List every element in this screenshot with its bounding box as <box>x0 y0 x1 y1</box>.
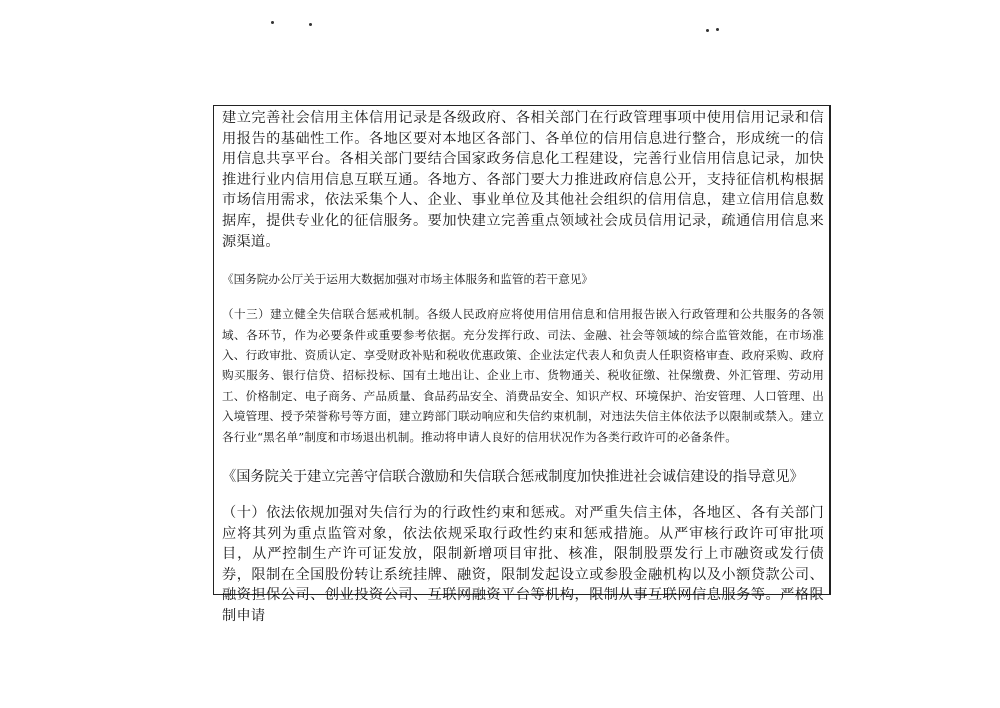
table-column-divider <box>829 105 831 595</box>
scan-speck <box>706 29 709 32</box>
scan-speck <box>716 28 719 31</box>
paragraph-credit-records: 建立完善社会信用主体信用记录是各级政府、各相关部门在行政管理事项中使用信用记录和信用报告的基础性工作。各地区要对本地区各部门、各单位的信用信息进行整合，形成统一的信用信息共享平台。各相关部门要结合国家政务信息化工程建设，完善行业信用信息记录，加快推进行业内信用信息互联互通。各地方、各部门要大力推进政府信息公开，支持征信机构根据市场信用需求，依法采集个人、企业、事业单位及其他社会组织的信用信息，建立信用信息数据库，提供专业化的征信服务。要加快建立完善重点领域社会成员信用记录，疏通信用信息来源渠道。 <box>222 110 824 250</box>
document-title-big-data-opinions: 《国务院办公厅关于运用大数据加强对市场主体服务和监管的若干意见》 <box>222 272 594 287</box>
scan-speck <box>309 23 312 26</box>
paragraph-article-13: （十三）建立健全失信联合惩戒机制。各级人民政府应将使用信用信息和信用报告嵌入行政管理和公共服务的各领域、各环节，作为必要条件或重要参考依据。充分发挥行政、司法、金融、社会等领域的综合监管效能，在市场准入、行政审批、资质认定、享受财政补贴和税收优惠政策、企业法定代表人和负责人任职资格审查、政府采购、政府购买服务、银行信贷、招标投标、国有土地出让、企业上市、货物通关、税收征缴、社保缴费、外汇管理、劳动用工、价格制定、电子商务、产品质量、食品药品安全、消费品安全、知识产权、环境保护、治安管理、人口管理、出入境管理、授予荣誉称号等方面，建立跨部门联动响应和失信约束机制，对违法失信主体依法予以限制或禁入。建立各行业“黑名单”制度和市场退出机制。推动将申请人良好的信用状况作为各类行政许可的必备条件。 <box>222 307 824 444</box>
table-cell-content <box>222 108 824 627</box>
document-title-joint-incentive-guidance: 《国务院关于建立完善守信联合激励和失信联合惩戒制度加快推进社会诚信建设的指导意见》 <box>222 469 804 485</box>
scan-speck <box>271 21 274 24</box>
paragraph-article-10: （十）依法依规加强对失信行为的行政性约束和惩戒。对严重失信主体，各地区、各有关部门应将其列为重点监管对象，依法依规采取行政性约束和惩戒措施。从严审核行政许可审批项目，从严控制生产许可证发放，限制新增项目审批、核准，限制股票发行上市融资或发行债券，限制在全国股份转让系统挂牌、融资，限制发起设立或参股金融机构以及小额贷款公司、融资担保公司、创业投资公司、互联网融资平台等机构，限制从事互联网信息服务等。严格限制申请 <box>222 505 824 624</box>
